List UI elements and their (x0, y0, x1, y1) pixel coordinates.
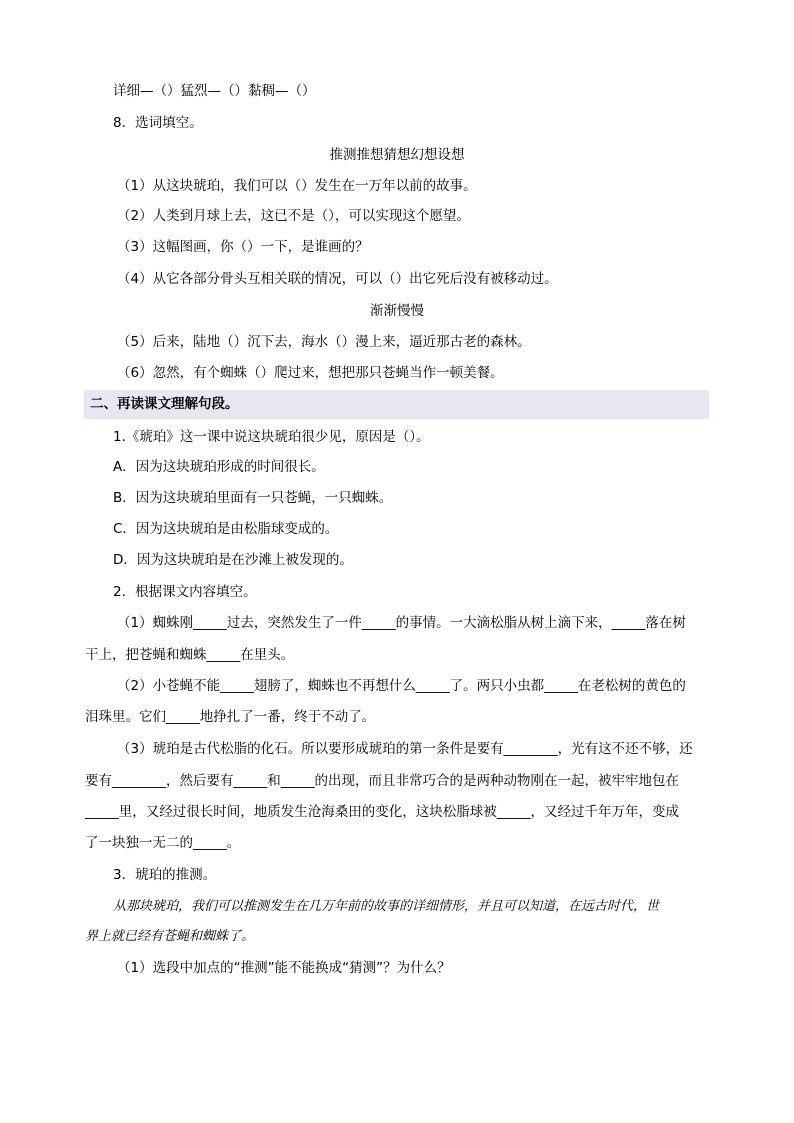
fill-item-2: （2）人类到月球上去，这已不是（），可以实现这个愿望。 (117, 208, 470, 224)
paragraph-3-line-1: （3）琥珀是古代松脂的化石。所以要形成琥珀的第一条件是要有________，光有这不还不够，还 (117, 741, 693, 757)
paragraph-3-line-2: 要有________，然后要有_____和_____的出现，而且非常巧合的是两种动物刚在一起，被牢牢地包在 (85, 773, 679, 789)
option-b: B．因为这块琥珀里面有一只苍蝇，一只蜘蛛。 (113, 490, 393, 506)
paragraph-3-line-4: 了一块独一无二的_____。 (85, 835, 241, 851)
paragraph-1-line-2: 干上，把苍蝇和蜘蛛_____在里头。 (85, 647, 295, 663)
fill-item-5: （5）后来，陆地（）沉下去，海水（）漫上来，逼近那古老的森林。 (117, 334, 531, 350)
question-2-title: 2．根据课文内容填空。 (113, 584, 257, 600)
paragraph-2-line-1: （2）小苍蝇不能_____翅膀了，蜘蛛也不再想什么_____了。两只小虫都_____在老松树的黄色的 (117, 678, 686, 694)
fill-item-1: （1）从这块琥珀，我们可以（）发生在一万年以前的故事。 (117, 178, 477, 194)
paragraph-3-line-3: _____里，又经过很长时间，地质发生沧海桑田的变化，这块松脂球被_____，又经过千年万年，变成 (85, 804, 679, 820)
sub-question-1: （1）选段中加点的“推测”能不能换成“猜测”？为什么？ (117, 960, 451, 976)
question-8-title: 8．选词填空。 (113, 115, 203, 131)
word-bank-1: 推测推想猜想幻想设想 (329, 147, 465, 163)
option-a: A．因为这块琥珀形成的时间很长。 (113, 459, 325, 475)
option-d: D．因为这块琥珀是在沙滩上被发现的。 (113, 552, 353, 568)
quote-line-2: 界上就已经有苍蝇和蜘蛛了。 (85, 929, 255, 944)
text-line-antonyms: 详细—（）猛烈—（）黏稠—（） (113, 83, 316, 99)
fill-item-4: （4）从它各部分骨头互相关联的情况，可以（）出它死后没有被移动过。 (117, 271, 558, 287)
section-title: 二、再读课文理解句段。 (90, 396, 239, 412)
paragraph-1-line-1: （1）蜘蛛刚_____过去，突然发生了一件_____的事情。一大滴松脂从树上滴下来，_____落在树 (117, 615, 686, 631)
section-header (84, 390, 709, 419)
fill-item-3: （3）这幅图画，你（）一下，是谁画的？ (117, 239, 369, 255)
fill-item-6: （6）忽然，有个蜘蛛（）爬过来，想把那只苍蝇当作一顿美餐。 (117, 365, 504, 381)
paragraph-2-line-2: 泪珠里。它们_____地挣扎了一番，终于不动了。 (85, 709, 376, 725)
question-3-title: 3．琥珀的推测。 (113, 867, 217, 883)
option-c: C．因为这块琥珀是由松脂球变成的。 (113, 521, 339, 537)
quote-line-1: 从那块琥珀，我们可以推测发生在几万年前的故事的详细情形，并且可以知道，在远古时代，世 (113, 899, 660, 914)
question-1-title: 1.《琥珀》这一课中说这块琥珀很少见，原因是（）。 (113, 429, 430, 445)
word-bank-2: 渐渐慢慢 (370, 303, 424, 319)
